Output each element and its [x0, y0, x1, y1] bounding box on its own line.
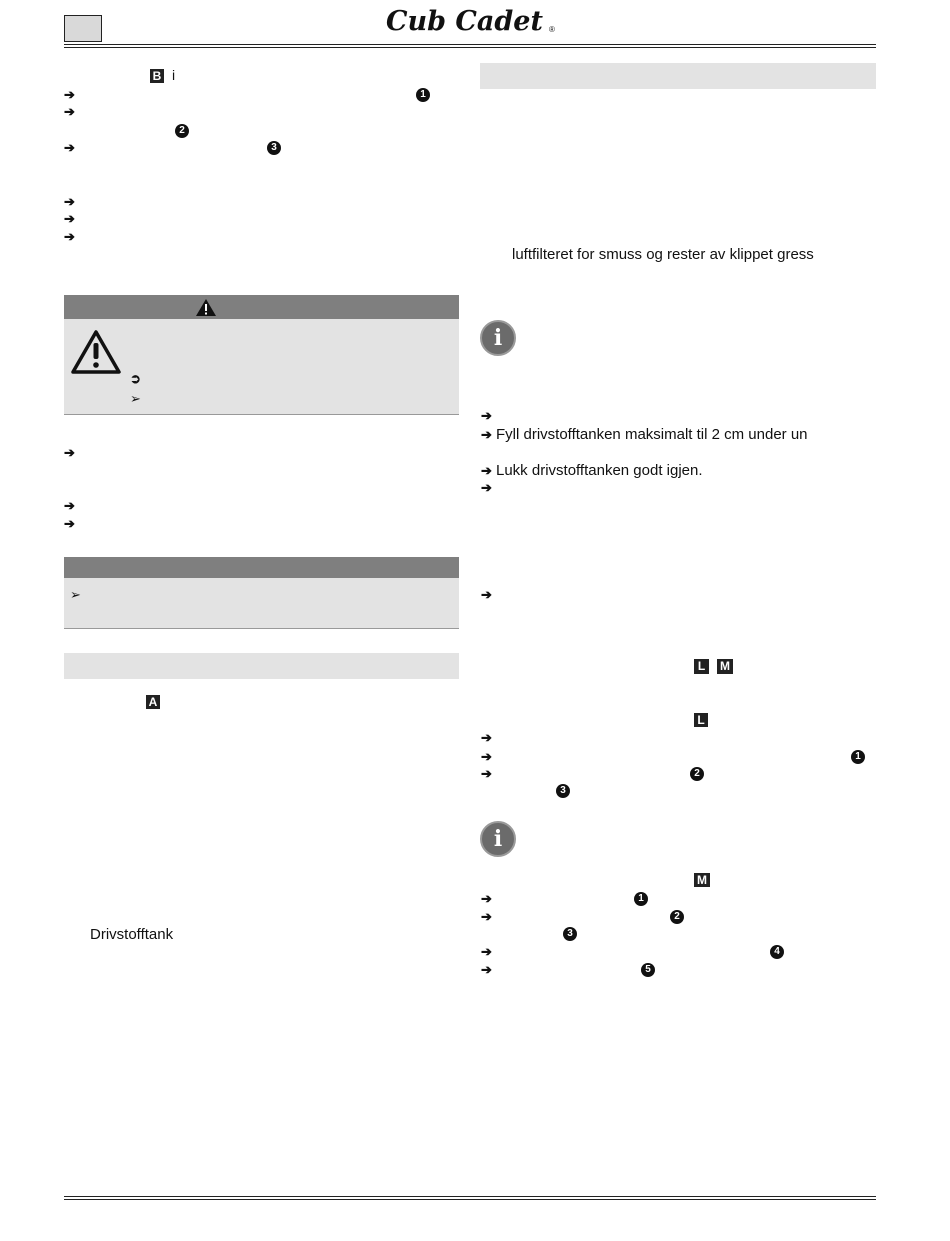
page-number-box: [64, 15, 102, 42]
arrow-icon: ➔: [481, 480, 492, 495]
text-lukk: Lukk drivstofftanken godt igjen.: [496, 462, 703, 479]
warning-header-bar: [64, 295, 459, 319]
arrow-icon: ➔: [481, 749, 492, 764]
figure-ref-b-suffix: i: [172, 67, 176, 83]
arrow-icon: ➔: [64, 516, 75, 531]
arrow-icon: ➔: [64, 194, 75, 209]
arrow-icon: ➔: [481, 408, 492, 423]
callout-5: 5: [641, 963, 655, 977]
text-fyll: Fyll drivstofftanken maksimalt til 2 cm under un: [496, 426, 808, 443]
arrow-icon: ➔: [64, 104, 75, 119]
note-header-bar: [64, 557, 459, 578]
arrow-icon: ➔: [64, 211, 75, 226]
arrow-icon: ➔: [481, 944, 492, 959]
pointer-icon: ➢: [130, 391, 141, 406]
callout-3: 3: [556, 784, 570, 798]
arrow-icon: ➔: [481, 891, 492, 906]
footer-rule-2: [64, 1199, 876, 1200]
figure-ref-m-2: M: [694, 873, 710, 887]
arrow-icon: ➔: [64, 229, 75, 244]
arrow-icon: ➔: [64, 498, 75, 513]
callout-2: 2: [175, 124, 189, 138]
figure-ref-a: A: [146, 695, 160, 709]
header-rule-2: [64, 47, 876, 48]
footer-rule: [64, 1196, 876, 1197]
figure-ref-l: L: [694, 659, 709, 674]
section-header-left: [64, 653, 459, 679]
circle-arrow-icon: ➲: [130, 371, 141, 386]
section-header-right: [480, 63, 876, 89]
arrow-icon: ➔: [64, 445, 75, 460]
figure-ref-b: B: [150, 69, 164, 83]
arrow-icon: ➔: [481, 587, 492, 602]
pointer-icon: ➢: [70, 587, 81, 602]
callout-1: 1: [634, 892, 648, 906]
figure-ref-m: M: [717, 659, 733, 674]
arrow-icon: ➔: [481, 427, 492, 442]
warning-bottom-rule: [64, 414, 459, 415]
callout-2: 2: [690, 767, 704, 781]
arrow-icon: ➔: [481, 463, 492, 478]
svg-text:Cub Cadet: Cub Cadet: [386, 6, 543, 36]
callout-2: 2: [670, 910, 684, 924]
callout-3: 3: [267, 141, 281, 155]
callout-3: 3: [563, 927, 577, 941]
arrow-icon: ➔: [481, 730, 492, 745]
label-drivstofftank: Drivstofftank: [90, 926, 174, 943]
warning-triangle-icon: [70, 329, 122, 375]
info-icon: i: [480, 821, 516, 857]
header-rule: [64, 44, 876, 45]
arrow-icon: ➔: [64, 87, 75, 102]
callout-1: 1: [416, 88, 430, 102]
cub-cadet-logo: [384, 4, 559, 36]
warning-body: [64, 319, 459, 414]
warning-small-icon: [195, 298, 217, 317]
info-icon: i: [480, 320, 516, 356]
arrow-icon: ➔: [481, 909, 492, 924]
svg-text:®: ®: [549, 25, 555, 34]
arrow-icon: ➔: [481, 766, 492, 781]
callout-1: 1: [851, 750, 865, 764]
note-bottom-rule: [64, 628, 459, 629]
note-body: [64, 578, 459, 628]
figure-ref-l-2: L: [694, 713, 708, 727]
text-luftfilter: luftfilteret for smuss og rester av klippet gress: [512, 246, 814, 263]
arrow-icon: ➔: [64, 140, 75, 155]
arrow-icon: ➔: [481, 962, 492, 977]
callout-4: 4: [770, 945, 784, 959]
